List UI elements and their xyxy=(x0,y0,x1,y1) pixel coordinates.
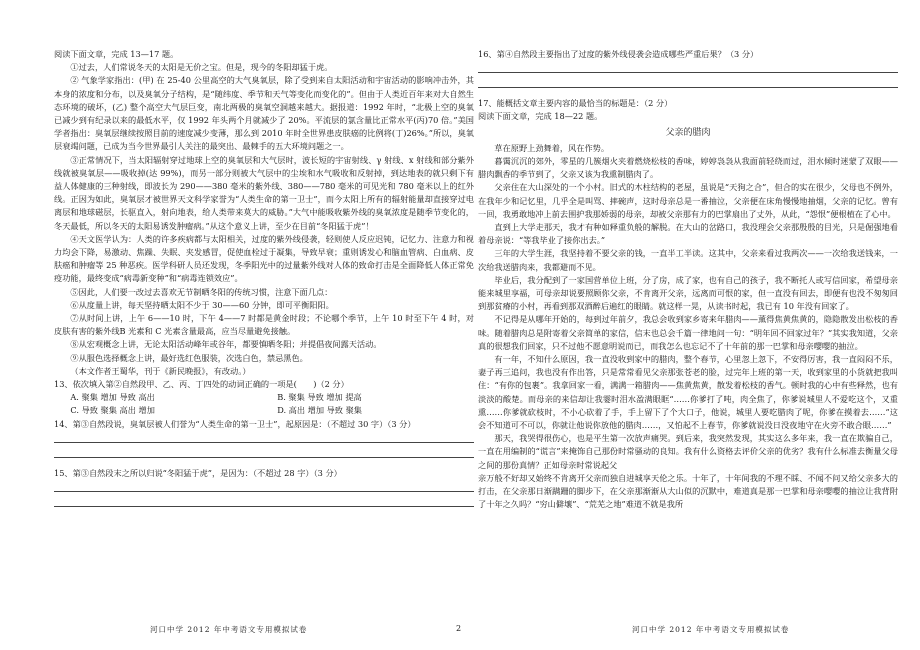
passage-paragraph: 那天，我哭得很伤心，也是平生第一次放声痛哭。到后来，我突然发现，其实这么多年来，我一直在欺骗自己，一直在用编制的“谎言”来掩饰自己那份时常骚动的良知。我有什么资格去评价父亲的优劣？我有什么标准去衡量父母之间的那份真情？正如母亲时常说起父 xyxy=(478,433,898,470)
question-13-options xyxy=(54,391,474,417)
passage-paragraph: 暮霭沉沉的郊外，零星的几簇烟火夹着燃烧松枝的香味，婷婷袅袅从我面前轻绕而过，泪水倾时迷蒙了双眼——腊肉飘香的季节到了，父亲又该为我熏制腊肉了。 xyxy=(478,156,898,180)
passage-paragraph: ② 气象学家指出：(甲) 在 25-40 公里高空的大气臭氧层，除了受到来自太阳活动和宇宙活动的影响冲击外，其本身的浓度和分布，以及臭氧分子结构，是“随纬度、季节和天气等变化而变化的”。但由于人类近百年来对大自然生态环境的破坏，(乙) 整个高空大气层巨变，南北两极的臭氧空洞越来越大。据报道：1992 年时，“北极上空的臭氧已减少到有纪录以来的最低水平，仅 1992 年头两个月就减少了 20%。平流层的氯含量比正常水平(丙)70 倍。”美国学者指出：臭氧层继续按照目前的速度减少变薄，那么到 2010 年时全世界患皮肤癌的比例将(丁)26%。”所以，臭氧层衰竭问题，已成为当今世界最引人关注的最突出、最棘手的五大环境问题之一。 xyxy=(54,75,474,152)
reading-passage-father xyxy=(478,142,898,512)
passage-paragraph: 有一年，不知什么原因，我一直没收到家中的腊肉，整个春节，心里忽上忽下，不安得厉害，我一直闷闷不乐，妻子再三追问，我也没有作出答，只是常常看见父亲那张苍老的脸，过完年上班的第一天，收到家里的小货就把我叫住：“有你的包裹”。我拿回家一看，满满一箱腊肉——焦黄焦黄，散发着松枝的香气。顿时我的心中有些释然，也有淡淡的酸楚。而母亲的来信却让我霎时泪水盈满眼眶“……你爹打了吨，肉全焦了，你爹说城里人不爱吃这个，又重熏……你爹就砍枝时，不小心砍着了手，手上留下了个大口子，他说，城里人要吃腊肉了呢，你爹在摸着去……”这会不知道可不可以，你就让他说你放他的腊肉……，又怕起不上春节，你爹就说没日没夜地守在火旁不敢合眼……” xyxy=(478,354,898,431)
passage-paragraph: ⑦从时间上讲，上午 6——10 时，下午 4——7 时都是黄金时段；不论哪个季节，上午 10 时至下午 4 时，对皮肤有害的紫外线B 光素和 C 光素含量最高，应当尽量避免接触。 xyxy=(54,313,474,337)
footer-left: 河口中学 2012 年中考语文专用模拟试卷 xyxy=(150,625,308,634)
reading-instruction: 阅读下面文章，完成 18—22 题。 xyxy=(478,111,603,122)
question-17: 17、能概括文章主要内容的最恰当的标题是：（2 分） xyxy=(478,98,673,109)
question-15: 15、第③自然段末之所以归说“冬阳猛于虎”，是因为：（不超过 28 字）（3 分） xyxy=(54,467,342,478)
passage-paragraph: ①过去，人们常说冬天的太阳是无价之宝。但是，现今的冬阳却猛于虎。 xyxy=(70,62,333,73)
left-column xyxy=(54,48,474,510)
question-13: 13、依次填入第②自然段甲、乙、丙、丁四处的动词正确的一项是( )（2 分） xyxy=(54,379,349,390)
right-column xyxy=(478,48,898,512)
passage-paragraph: 直到上大学走那天，我才有种如释重负般的解脱。在大山的岔路口，我没理会父亲那殷殷的目光，只是倔强地看着母亲说：“等我毕业了接你出去。” xyxy=(478,222,898,246)
option-b: B. 聚集 导致 增加 提高 xyxy=(277,392,362,403)
footer-right: 河口中学 2012 年中考语文专用模拟试卷 xyxy=(632,625,790,634)
passage-paragraph: 不记得是从哪年开始的，每到过年前夕，我总会收到家乡寄来年腊肉——薰得焦黄焦黄的，隐隐散发出松枝的香味。随着腊肉总是附寄着父亲简单的家信，信末也总会千篇一律地问一句：“明年回不回家过年？”其实我知道，父亲真的很想我们回家，只不过他不愿意明说而已，而我怎么也忘记不了十年前的那一巴掌和母亲嘤嘤的抽泣。 xyxy=(478,314,898,351)
option-a: A. 聚集 增加 导致 高出 xyxy=(70,392,155,403)
question-16: 16、第④自然段主要指出了过度的紫外线侵袭会造成哪些严重后果？（3 分） xyxy=(478,49,759,59)
passage-paragraph: ⑧从宏观概念上讲，无论太阳活动峰年或谷年，都要慎晒冬阳；并提倡夜间露天活动。 xyxy=(70,339,382,350)
passage-paragraph: ⑨从服色选择概念上讲，最好选红色服装，次选白色，禁忌黑色。 xyxy=(70,352,308,363)
passage-paragraph: 毕业后，我分配到了一家国营单位上班，分了房，成了家，也有自己的孩子，我不断托人或写信回家，希望母亲能来城里享福，可母亲却说要照顾你父亲，不肯离开父亲，远离而可恨的家，但一直没有回去，即便有也没不匆匆回到那贫瘠的小村，再看到那双酒醉后遍红的眼睛。就这样一晃，从读书时起，我已有 10 年没有回家了。 xyxy=(478,274,898,312)
question-14: 14、第③自然段说，臭氧层被人们誉为“人类生命的第一卫士”，起原因是：（不超过 30 字）（3 分） xyxy=(54,418,416,429)
passage-paragraph: 阅读下面文章，完成 13—17 题。 xyxy=(54,49,179,59)
passage-paragraph: ⑤因此，人们要一改过去喜欢无节制晒冬阳的传统习惯，注意下面几点： xyxy=(70,286,333,297)
article-title: 父亲的腊肉 xyxy=(665,127,711,138)
answer-line xyxy=(54,446,474,458)
answer-line xyxy=(478,76,898,88)
passage-paragraph: 亲万般不好却又始终不肯离开父亲而独自进城享天伦之乐。十年了，十年间我的不理不睬、不闻不问又给父亲多大的打击，在父亲那日渐蹒跚的脚步下，在父亲那渐渐从大山似的沉默中，难道真是那一巴掌和母亲嘤嘤的抽泣让我背附了十年之久吗？“穷山僻壤”、“荒芜之地”难道不就是我所 xyxy=(478,472,898,510)
passage-paragraph: ⑥从度量上讲，每天坚持晒太阳不少于 30——60 分钟，即可平衡阳阳。 xyxy=(70,299,334,310)
passage-paragraph: 三年的大学生涯，我坚持着不要父亲的钱，一直半工半读。这其中，父亲来看过我两次——一次给我送钱来，一次给我送腊肉来，我都避而不见。 xyxy=(478,248,898,272)
passage-paragraph: 父亲住在大山深处的一个小村。旧式的木柱结构的老屋，虽说是“天狗之合”，但合的实在很少，父母也不例外，在我年少和记忆里，几乎全是叫骂、摔碗声，这时母亲总是一番抽泣，父亲便在床角慢慢地抽烟，父亲的记忆。曾有一回，我勇敢地冲上前去围护我那娇弱的母亲，却被父亲那有力的巴掌扇出了丈外，从此，“怨恨”便根植在了心中。 xyxy=(478,182,898,219)
answer-line xyxy=(478,61,898,73)
option-c: C. 导致 聚集 高出 增加 xyxy=(70,405,155,416)
answer-line xyxy=(54,431,474,443)
page-number: 2 xyxy=(456,624,462,633)
answer-line xyxy=(54,495,474,507)
reading-passage-ozone xyxy=(54,48,474,378)
option-d: D. 高出 增加 导致 聚集 xyxy=(277,405,362,416)
passage-paragraph: ④天文医学认为：人类的许多疾病都与太阳相关，过度的紫外线侵袭，轻则使人反应迟钝，记忆力、注意力和视力均会下降，易激动、焦躁、失眠、夹发感冒，促使血栓过于凝集，导致早衰；重则诱发心和脑血管病、白血病、皮肤癌和肿瘤等 25 种恶疾。医学科研人员还发现，冬季阳光中的过量紫外线对人体的致命打击是全面降低人体正常免疫功能，最终变成“病毒新变种”和“病毒连锁效应”。 xyxy=(54,233,474,284)
passage-paragraph: 草在原野上劲舞着，风在作势。 xyxy=(494,142,610,153)
answer-line xyxy=(54,480,474,492)
passage-paragraph: （本文作者王蜀华，刊于《新民晚报》，有改动。） xyxy=(70,365,251,376)
passage-paragraph: ③正常情况下，当太阳辐射穿过地球上空的臭氧层和大气层时，波长短的宇宙射线、γ 射线、x 射线和部分紫外线就被臭氧层——吸收掉(达 99%)，而另一部分则被大气层中的尘埃和水气吸收和反射掉，到达地表的就只剩下有益人体健康的三种射线，即波长为 290——380 毫米的紫外线、380——780 毫米的可见光和 780 毫米以上的红外线。正因为如此，臭氧层才被世界天文科学家誉为“人类生命的第一卫士”，而今太阳上所有的辐射能量却直接穿过电离层和地球磁层，长驱直入，射向地表，给人类带来莫大的威胁。”大气中能吸收紫外线的臭氧浓度是随季节变化的，冬天最低，所以冬天的太阳易诱发肿瘤病。”从这个意义上讲，至少在目前“冬阳猛于虎”！ xyxy=(54,154,474,231)
